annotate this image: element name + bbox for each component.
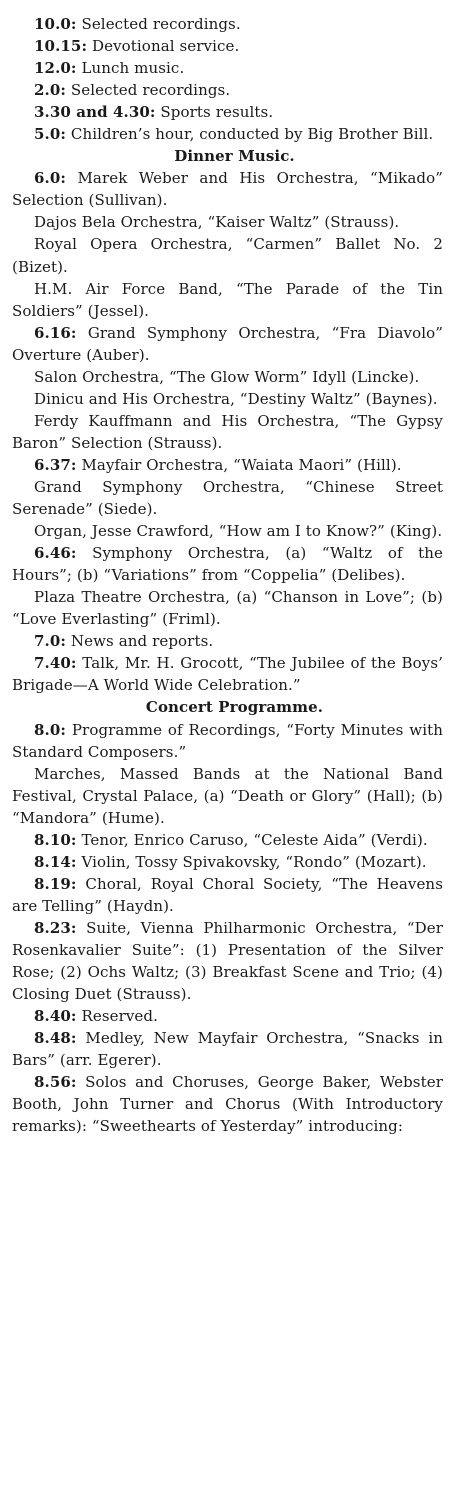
entry-text: Suite, Vienna Philharmonic Orchestra, “Der Rosenkavalier Suite”: (1) Presentation of the Silver Rose; (2) Ochs Waltz; (3) Breakfast Scene and Trio; (4) Closing Duet (Strauss). [12, 918, 443, 1004]
entry-time: 8.14: [34, 852, 77, 871]
programme-entry [12, 476, 443, 520]
programme-entry [12, 79, 443, 101]
entry-time: 12.0: [34, 59, 77, 78]
entry-text: Solos and Choruses, George Baker, Webster Booth, John Turner and Chorus (With Introductory remarks): “Sweethearts of Yesterday” introducing: [12, 1073, 443, 1136]
entry-time: 10.0: [34, 15, 77, 33]
section-heading: Concert Programme. [145, 698, 324, 717]
programme-entry [12, 652, 443, 696]
programme-entry [12, 1005, 443, 1027]
programme-entry [12, 630, 443, 652]
entry-time: 7.40: [34, 654, 77, 673]
entry-time: 10.15: [34, 37, 88, 56]
entry-text: Symphony Orchestra, (a) “Waltz of the Hours”; (b) “Variations” from “Coppelia” (Delibes). [12, 544, 443, 585]
programme-entry [12, 829, 443, 851]
entry-time: 8.23: [34, 918, 77, 937]
entry-text: Reserved. [76, 1007, 158, 1026]
programme-entry [12, 454, 443, 476]
entry-text: Talk, Mr. H. Grocott, “The Jubilee of the Boys’ Brigade—A World Wide Celebration.” [12, 654, 443, 695]
programme-entry [12, 1071, 443, 1137]
entry-time: 8.56: [34, 1073, 77, 1092]
entry-text: Grand Symphony Orchestra, “Chinese Street Serenade” (Siede). [12, 477, 443, 519]
entry-text: Tenor, Enrico Caruso, “Celeste Aida” (Verdi). [76, 830, 428, 849]
entry-text: Ferdy Kauffmann and His Orchestra, “The Gypsy Baron” Selection (Strauss). [12, 411, 443, 452]
programme-entry [12, 322, 443, 366]
programme-entry [12, 542, 443, 586]
programme-column [12, 0, 443, 1137]
programme-entry [12, 167, 443, 211]
entry-text: News and reports. [66, 632, 214, 651]
entry-text: Selected recordings. [66, 81, 231, 100]
section-heading: Dinner Music. [174, 147, 295, 166]
programme-entry [12, 873, 443, 917]
entry-text: Salon Orchestra, “The Glow Worm” Idyll (Lincke). [34, 367, 420, 386]
entry-text: Medley, New Mayfair Orchestra, “Snacks in Bars” (arr. Egerer). [12, 1029, 443, 1070]
entry-text: Organ, Jesse Crawford, “How am I to Know?” (King). [34, 522, 443, 541]
entry-time: 6.0: [34, 169, 67, 188]
entry-time: 8.10: [34, 830, 77, 849]
programme-entry [12, 851, 443, 873]
entry-time: 6.46: [34, 544, 77, 563]
entry-time: 7.0: [34, 632, 67, 651]
entry-text: Mayfair Orchestra, “Waiata Maori” (Hill). [76, 455, 402, 474]
programme-entry [12, 719, 443, 763]
programme-entry [12, 211, 443, 233]
entry-text: Plaza Theatre Orchestra, (a) “Chanson in Love”; (b) “Love Everlasting” (Friml). [12, 588, 443, 629]
programme-entry [12, 13, 443, 35]
programme-entry [12, 366, 443, 388]
entry-text: Sports results. [155, 103, 274, 122]
programme-entry [12, 1027, 443, 1071]
entry-time: 5.0: [34, 125, 67, 144]
programme-entry [12, 35, 443, 57]
entry-text: Marches, Massed Bands at the National Band Festival, Crystal Palace, (a) “Death or Glory” (Hall); (b) “Mandora” (Hume). [12, 764, 443, 827]
programme-entry [12, 123, 443, 145]
entry-text: Marek Weber and His Orchestra, “Mikado” Selection (Sullivan). [12, 169, 443, 210]
programme-entry [12, 410, 443, 454]
entry-time: 8.40: [34, 1007, 77, 1026]
programme-entry [12, 763, 443, 829]
entry-text: Violin, Tossy Spivakovsky, “Rondo” (Mozart). [76, 852, 427, 871]
entry-text: Grand Symphony Orchestra, “Fra Diavolo” Overture (Auber). [12, 323, 443, 364]
programme-entry [12, 101, 443, 123]
entry-text: Devotional service. [87, 37, 240, 56]
entry-time: 3.30 and 4.30: [34, 103, 156, 122]
programme-entry [12, 388, 443, 410]
entry-time: 2.0: [34, 81, 67, 100]
programme-entry [12, 57, 443, 79]
entry-time: 6.37: [34, 455, 77, 474]
entry-text: Children’s hour, conducted by Big Brother Bill. [66, 125, 434, 144]
entry-text: Dajos Bela Orchestra, “Kaiser Waltz” (Strauss). [34, 213, 400, 232]
entry-text: Choral, Royal Choral Society, “The Heavens are Telling” (Haydn). [12, 874, 443, 915]
programme-entry [12, 917, 443, 1005]
programme-entry [12, 586, 443, 630]
entry-time: 8.48: [34, 1029, 77, 1048]
programme-entry [12, 233, 443, 277]
entry-text: Dinicu and His Orchestra, “Destiny Waltz” (Baynes). [34, 389, 438, 408]
entry-text: Lunch music. [76, 59, 185, 78]
entry-text: H.M. Air Force Band, “The Parade of the Tin Soldiers” (Jessel). [12, 279, 443, 320]
entry-text: Programme of Recordings, “Forty Minutes with Standard Composers.” [12, 720, 443, 761]
entry-time: 8.0: [34, 720, 67, 739]
programme-entry [12, 520, 443, 542]
programme-entry [12, 278, 443, 322]
entry-text: Royal Opera Orchestra, “Carmen” Ballet No. 2 (Bizet). [12, 235, 443, 276]
entry-time: 8.19: [34, 874, 77, 893]
entry-text: Selected recordings. [76, 15, 241, 33]
entry-time: 6.16: [34, 323, 77, 342]
